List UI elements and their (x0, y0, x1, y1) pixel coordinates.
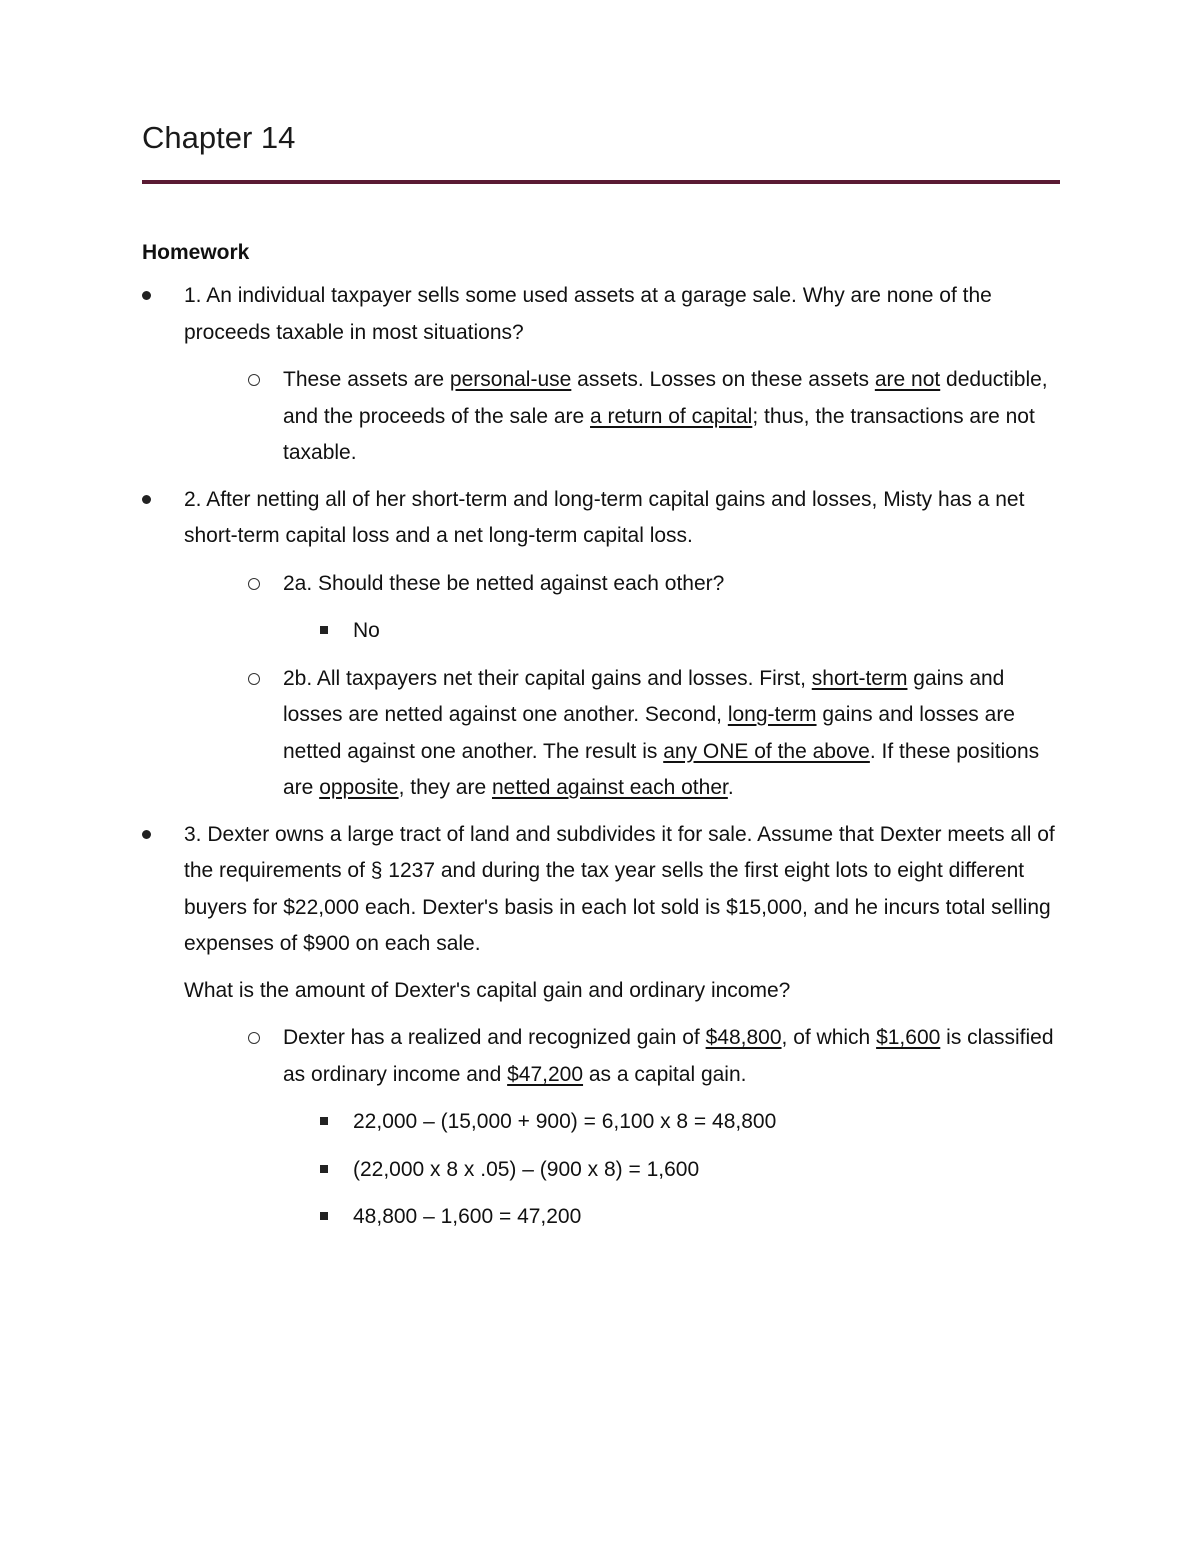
calculation-text: (22,000 x 8 x .05) – (900 x 8) = 1,600 (353, 1157, 700, 1181)
bullet-square-icon (320, 1117, 328, 1125)
answer-2a-text: No (353, 619, 380, 642)
question-2a (142, 566, 1060, 603)
bullet-square-icon (320, 626, 328, 634)
answer-3-text-part: , of which (781, 1026, 877, 1049)
answer-1-text-part: deductible, and the proceeds of the sale are (283, 368, 1048, 428)
answer-1 (142, 362, 1060, 472)
answer-1-underlined: are not (874, 368, 941, 391)
answer-3-underlined: $47,200 (507, 1062, 584, 1086)
question-2 (142, 482, 1060, 555)
answer-2b-underlined: short-term (811, 666, 908, 690)
answer-1-underlined: a return of capital (590, 404, 753, 428)
answer-2b-text-part: gains and losses are netted against one another. The result is (283, 703, 1015, 763)
answer-3-underlined: $1,600 (876, 1026, 941, 1049)
answer-2b-underlined: long-term (727, 703, 817, 726)
question-2a-text: 2a. Should these be netted against each other? (283, 571, 725, 595)
question-2-text: 2. After netting all of her short-term and long-term capital gains and losses, Misty has a net short-term capital loss and a net long-term capital loss. (184, 487, 1025, 547)
answer-1-text-part: assets. Losses on these assets (571, 368, 875, 391)
chapter-title: Chapter 14 (142, 120, 296, 155)
answer-2b-text-part: , they are (398, 776, 492, 799)
answer-2b-text-part: . If these positions are (283, 739, 1040, 799)
answer-2b (142, 661, 1060, 807)
answer-2b-text-part: . (727, 776, 734, 799)
calculation-line (142, 1199, 1060, 1236)
bullet-circle-icon (248, 673, 260, 685)
answer-1-underlined: personal-use (449, 368, 572, 391)
bullet-circle-icon (248, 374, 260, 386)
answer-3 (142, 1020, 1060, 1093)
answer-2b-underlined: netted against each other (491, 776, 728, 799)
answer-2b-text-part: gains and losses are netted against one another. Second, (283, 666, 1005, 726)
question-3-text: 3. Dexter owns a large tract of land and subdivides it for sale. Assume that Dexter meets all of the requirements of § 1237 and during the tax year sells the first eight lots to eight different buyers for $22,000 each. Dexter's basis in each lot sold is $15,000, and he incurs total selling expenses of $900 on each sale. (184, 822, 1055, 955)
answer-2b-text-part: 2b. All taxpayers net their capital gains and losses. First, (283, 666, 812, 690)
answer-3-text-part: as a capital gain. (583, 1062, 747, 1086)
section-heading: Homework (142, 241, 250, 264)
calculation-text: 22,000 – (15,000 + 900) = 6,100 x 8 = 48,800 (353, 1110, 777, 1133)
answer-1-text-part: These assets are (283, 368, 450, 391)
calculation-line (142, 1104, 1060, 1141)
bullet-circle-icon (248, 1032, 260, 1044)
bullet-square-icon (320, 1165, 328, 1173)
bullet-circle-icon (248, 578, 260, 590)
answer-2b-underlined: opposite (319, 776, 399, 799)
calculation-text: 48,800 – 1,600 = 47,200 (353, 1205, 582, 1228)
question-1-text: 1. An individual taxpayer sells some used assets at a garage sale. Why are none of the proceeds taxable in most situations? (184, 284, 992, 344)
bullet-disc-icon (142, 830, 151, 839)
title-divider (142, 180, 1060, 184)
answer-1-text-part: ; thus, the transactions are not taxable. (283, 404, 1035, 464)
calculation-line (142, 1152, 1060, 1189)
question-3 (142, 817, 1060, 963)
answer-2a (142, 613, 1060, 650)
answer-3-underlined: $48,800 (705, 1026, 782, 1049)
answer-3-text-part: is classified as ordinary income and (283, 1026, 1054, 1086)
document-page (142, 118, 1060, 1236)
bullet-square-icon (320, 1212, 328, 1220)
question-1 (142, 278, 1060, 351)
bullet-disc-icon (142, 495, 151, 504)
answer-3-text-part: Dexter has a realized and recognized gain of (283, 1026, 706, 1049)
question-3-prompt: What is the amount of Dexter's capital gain and ordinary income? (184, 978, 791, 1002)
bullet-disc-icon (142, 291, 151, 300)
answer-2b-underlined: any ONE of the above (663, 739, 870, 763)
